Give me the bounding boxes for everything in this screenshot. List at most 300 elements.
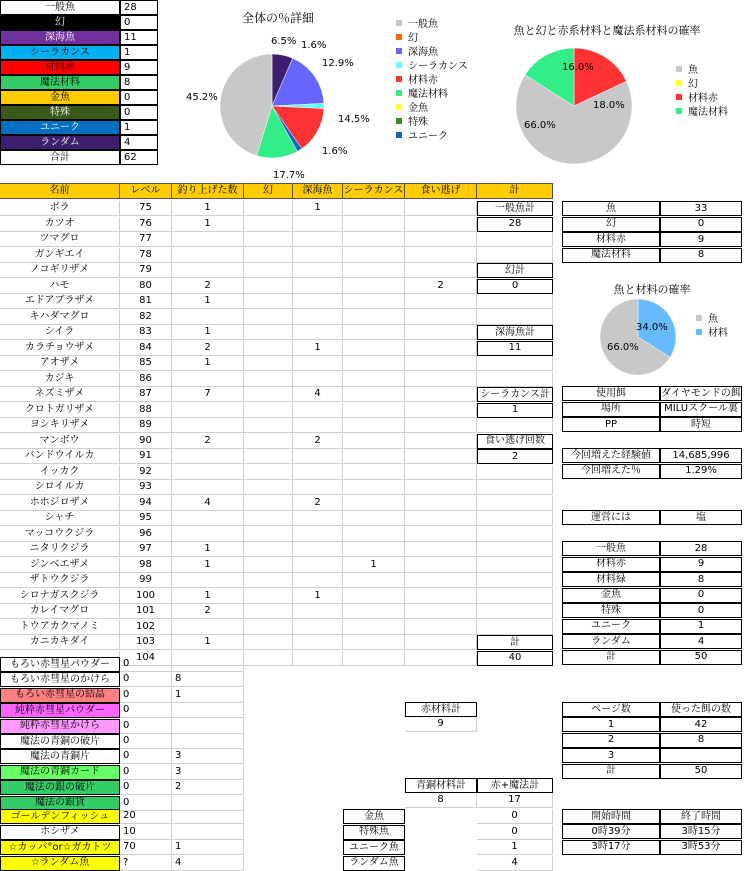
main-cell[interactable]: 1 (172, 635, 244, 650)
main-cell[interactable] (343, 294, 405, 309)
main-cell[interactable]: ネズミザメ (0, 387, 120, 402)
main-cell[interactable]: 2 (293, 496, 343, 511)
main-cell[interactable]: 97 (120, 542, 172, 557)
main-cell[interactable] (172, 232, 244, 247)
main-cell[interactable] (477, 527, 553, 542)
main-cell[interactable] (172, 418, 244, 433)
main-cell[interactable]: 食い逃げ回数 (477, 434, 553, 449)
main-cell[interactable] (244, 449, 293, 464)
main-cell[interactable]: 0 (477, 279, 553, 294)
session-info-label[interactable]: PP (562, 417, 660, 432)
pages-value[interactable]: 8 (660, 733, 742, 748)
category-total-label[interactable]: ユニーク (562, 619, 660, 634)
special-fish-count[interactable] (172, 825, 244, 840)
summary-label[interactable]: 魔法材料 (0, 75, 120, 90)
main-cell[interactable] (293, 558, 343, 573)
main-cell[interactable] (293, 465, 343, 480)
category-total-value[interactable]: 9 (660, 557, 742, 572)
management-value[interactable]: 塩 (660, 510, 742, 525)
management-label[interactable]: 運営には (562, 510, 660, 525)
main-cell[interactable] (244, 620, 293, 635)
red-material-total-value[interactable]: 9 (405, 717, 477, 732)
main-cell[interactable] (293, 279, 343, 294)
main-cell[interactable] (293, 356, 343, 371)
session-info-value[interactable]: 時短 (660, 417, 742, 432)
main-cell[interactable] (477, 542, 553, 557)
main-cell[interactable]: 計 (477, 635, 553, 650)
summary-label[interactable]: ランダム (0, 135, 120, 150)
main-cell[interactable]: ホホジロザメ (0, 496, 120, 511)
session-info-label[interactable]: 使用餌 (562, 386, 660, 401)
end-time-header[interactable]: 終了時間 (660, 809, 742, 824)
main-cell[interactable] (293, 325, 343, 340)
exp-gain-value[interactable]: 14,685,996 (660, 448, 742, 463)
main-cell[interactable] (477, 620, 553, 635)
summary-label[interactable]: 深海魚 (0, 30, 120, 45)
category-total-value[interactable]: 8 (660, 572, 742, 587)
category-total-label[interactable]: ランダム (562, 634, 660, 649)
material-count-a[interactable]: 0 (120, 765, 172, 780)
main-cell[interactable]: 深海魚計 (477, 325, 553, 340)
main-cell[interactable] (172, 573, 244, 588)
main-cell[interactable] (405, 418, 477, 433)
main-header-cell[interactable]: 計 (477, 183, 553, 199)
main-cell[interactable] (405, 263, 477, 278)
main-cell[interactable]: 1 (293, 341, 343, 356)
main-cell[interactable] (244, 403, 293, 418)
main-cell[interactable] (172, 620, 244, 635)
main-cell[interactable]: シャチ (0, 511, 120, 526)
exp-gain-value[interactable]: 1.29% (660, 464, 742, 479)
main-cell[interactable] (477, 232, 553, 247)
main-cell[interactable] (244, 635, 293, 650)
main-cell[interactable] (293, 604, 343, 619)
main-cell[interactable]: 1 (172, 356, 244, 371)
main-cell[interactable]: 幻計 (477, 263, 553, 278)
main-cell[interactable] (244, 341, 293, 356)
pages-label[interactable]: 3 (562, 748, 660, 763)
summary-value[interactable]: 28 (120, 0, 158, 15)
main-cell[interactable] (293, 511, 343, 526)
special-fish-level[interactable]: 10 (120, 825, 172, 840)
main-cell[interactable] (405, 387, 477, 402)
material-count-b[interactable]: 8 (172, 672, 244, 687)
material-name[interactable]: 魔法の青銅片 (0, 749, 120, 764)
summary-label[interactable]: シーラカンス (0, 45, 120, 60)
special-fish-name[interactable]: ☆ランダム魚 (0, 856, 120, 871)
main-cell[interactable] (343, 635, 405, 650)
main-cell[interactable]: 一般魚計 (477, 201, 553, 216)
main-cell[interactable] (477, 573, 553, 588)
main-cell[interactable]: 75 (120, 201, 172, 216)
main-cell[interactable]: 2 (293, 434, 343, 449)
main-cell[interactable] (172, 480, 244, 495)
main-cell[interactable]: ニタリクジラ (0, 542, 120, 557)
summary-label[interactable]: 一般魚 (0, 0, 120, 15)
summary-value[interactable]: 0 (120, 15, 158, 30)
main-cell[interactable]: ジンベエザメ (0, 558, 120, 573)
main-cell[interactable] (343, 387, 405, 402)
main-cell[interactable]: クロトガリザメ (0, 403, 120, 418)
main-cell[interactable] (405, 372, 477, 387)
main-cell[interactable]: 2 (405, 279, 477, 294)
session-info-value[interactable]: ダイヤモンドの餌 (660, 386, 742, 401)
main-cell[interactable]: 1 (293, 201, 343, 216)
main-cell[interactable]: シロイルカ (0, 480, 120, 495)
main-cell[interactable] (405, 201, 477, 216)
main-cell[interactable] (405, 248, 477, 263)
main-cell[interactable] (244, 527, 293, 542)
main-cell[interactable]: 4 (293, 387, 343, 402)
main-cell[interactable] (343, 310, 405, 325)
main-header-cell[interactable]: シーラカンス (343, 183, 405, 199)
main-cell[interactable] (172, 403, 244, 418)
main-cell[interactable] (244, 387, 293, 402)
special-fish-name[interactable]: ホシザメ (0, 825, 120, 840)
main-cell[interactable] (343, 341, 405, 356)
summary-value[interactable]: 4 (120, 135, 158, 150)
special-fish-value[interactable]: 0 (477, 825, 553, 840)
main-cell[interactable] (293, 635, 343, 650)
main-cell[interactable]: ハモ (0, 279, 120, 294)
main-cell[interactable]: ツマグロ (0, 232, 120, 247)
exp-gain-label[interactable]: 今回増えた経験値 (562, 448, 660, 463)
main-cell[interactable] (343, 651, 405, 666)
main-cell[interactable]: エドアブラザメ (0, 294, 120, 309)
main-cell[interactable] (244, 651, 293, 666)
main-cell[interactable] (343, 418, 405, 433)
main-cell[interactable] (244, 558, 293, 573)
material-name[interactable]: もろい赤彗星のかけら (0, 672, 120, 687)
main-cell[interactable]: 2 (172, 279, 244, 294)
main-cell[interactable]: カツオ (0, 217, 120, 232)
summary-value[interactable]: 1 (120, 45, 158, 60)
main-cell[interactable]: 79 (120, 263, 172, 278)
material-name[interactable]: 魔法の銀の破片 (0, 780, 120, 795)
main-cell[interactable]: バンドウイルカ (0, 449, 120, 464)
main-cell[interactable]: 1 (293, 589, 343, 604)
main-cell[interactable] (477, 248, 553, 263)
main-cell[interactable] (343, 325, 405, 340)
main-cell[interactable] (293, 232, 343, 247)
main-cell[interactable] (172, 310, 244, 325)
summary-total-value[interactable]: 62 (120, 150, 158, 165)
main-cell[interactable]: 78 (120, 248, 172, 263)
main-cell[interactable] (343, 279, 405, 294)
main-cell[interactable] (244, 294, 293, 309)
material-count-b[interactable]: 1 (172, 688, 244, 703)
main-cell[interactable]: 4 (172, 496, 244, 511)
main-cell[interactable] (405, 403, 477, 418)
main-cell[interactable]: 102 (120, 620, 172, 635)
material-name[interactable]: もろい赤彗星の結晶 (0, 688, 120, 703)
main-cell[interactable]: 1 (172, 217, 244, 232)
main-cell[interactable] (343, 263, 405, 278)
category-total-value[interactable]: 0 (660, 588, 742, 603)
main-cell[interactable] (405, 232, 477, 247)
main-cell[interactable]: 82 (120, 310, 172, 325)
main-cell[interactable] (405, 542, 477, 557)
material-name[interactable]: 魔法の銀貨 (0, 796, 120, 811)
red-magic-total-value[interactable]: 17 (477, 793, 553, 808)
special-fish-name[interactable]: ゴールデンフィッシュ (0, 809, 120, 824)
main-cell[interactable]: 92 (120, 465, 172, 480)
main-cell[interactable] (405, 573, 477, 588)
main-cell[interactable] (343, 434, 405, 449)
main-cell[interactable]: ノコギリザメ (0, 263, 120, 278)
bronze-material-total-label[interactable]: 青銅材料計 (405, 778, 477, 793)
main-cell[interactable]: マッコウクジラ (0, 527, 120, 542)
stats-fish-label[interactable]: 幻 (562, 217, 660, 232)
category-total-label[interactable]: 材料緑 (562, 572, 660, 587)
main-cell[interactable]: アオザメ (0, 356, 120, 371)
main-cell[interactable] (293, 573, 343, 588)
main-cell[interactable]: トウアカクマノミ (0, 620, 120, 635)
pages-value[interactable]: 50 (660, 764, 742, 779)
stats-fish-value[interactable]: 8 (660, 248, 742, 263)
time-value[interactable]: 3時15分 (660, 824, 742, 839)
material-name[interactable]: もろい赤彗星パウダー (0, 657, 120, 672)
summary-value[interactable]: 9 (120, 60, 158, 75)
main-cell[interactable] (244, 465, 293, 480)
category-total-value[interactable]: 0 (660, 603, 742, 618)
main-cell[interactable] (405, 604, 477, 619)
main-cell[interactable] (293, 372, 343, 387)
material-name[interactable]: 魔法の青銅カード (0, 765, 120, 780)
main-cell[interactable] (293, 217, 343, 232)
main-cell[interactable] (172, 372, 244, 387)
stats-fish-label[interactable]: 魚 (562, 201, 660, 216)
main-cell[interactable] (244, 589, 293, 604)
main-cell[interactable] (477, 511, 553, 526)
special-fish-level[interactable]: ? (120, 856, 172, 871)
category-total-value[interactable]: 4 (660, 634, 742, 649)
main-cell[interactable]: ヨシキリザメ (0, 418, 120, 433)
stats-fish-value[interactable]: 33 (660, 201, 742, 216)
main-cell[interactable]: 86 (120, 372, 172, 387)
main-cell[interactable]: 83 (120, 325, 172, 340)
main-cell[interactable] (405, 310, 477, 325)
stats-fish-value[interactable]: 0 (660, 217, 742, 232)
main-cell[interactable] (293, 651, 343, 666)
main-cell[interactable]: 95 (120, 511, 172, 526)
material-count-b[interactable] (172, 734, 244, 749)
special-fish-name[interactable]: ☆カッパ°or☆ガカトツ (0, 840, 120, 855)
pages-value[interactable] (660, 748, 742, 763)
main-cell[interactable] (293, 403, 343, 418)
material-count-b[interactable]: 3 (172, 765, 244, 780)
summary-value[interactable]: 0 (120, 105, 158, 120)
material-count-b[interactable]: 3 (172, 749, 244, 764)
main-cell[interactable]: 89 (120, 418, 172, 433)
main-cell[interactable] (405, 325, 477, 340)
main-cell[interactable] (244, 310, 293, 325)
main-header-cell[interactable]: 釣り上げた数 (172, 183, 244, 199)
special-fish-count[interactable]: 4 (172, 856, 244, 871)
main-cell[interactable]: 76 (120, 217, 172, 232)
main-cell[interactable] (244, 279, 293, 294)
main-cell[interactable] (405, 294, 477, 309)
main-cell[interactable] (405, 356, 477, 371)
red-material-total-label[interactable]: 赤材料計 (405, 702, 477, 717)
main-cell[interactable]: 101 (120, 604, 172, 619)
special-fish-label[interactable]: 金魚 (343, 809, 405, 824)
category-total-label[interactable]: 材料赤 (562, 557, 660, 572)
material-count-b[interactable] (172, 657, 244, 672)
main-cell[interactable]: 98 (120, 558, 172, 573)
main-cell[interactable] (244, 263, 293, 278)
main-cell[interactable]: 1 (172, 589, 244, 604)
main-cell[interactable] (343, 232, 405, 247)
category-total-label[interactable]: 一般魚 (562, 541, 660, 556)
main-cell[interactable] (293, 248, 343, 263)
main-cell[interactable]: 7 (172, 387, 244, 402)
summary-label[interactable]: ユニーク (0, 120, 120, 135)
material-name[interactable]: 純粋赤彗星パウダー (0, 703, 120, 718)
main-cell[interactable]: カジキ (0, 372, 120, 387)
main-cell[interactable]: 1 (172, 558, 244, 573)
main-cell[interactable] (293, 418, 343, 433)
main-cell[interactable] (343, 589, 405, 604)
special-fish-label[interactable]: 特殊魚 (343, 825, 405, 840)
main-cell[interactable]: カニカキダイ (0, 635, 120, 650)
main-cell[interactable]: イッカク (0, 465, 120, 480)
main-cell[interactable]: 85 (120, 356, 172, 371)
main-cell[interactable]: 91 (120, 449, 172, 464)
main-cell[interactable]: 2 (477, 449, 553, 464)
summary-label[interactable]: 特殊 (0, 105, 120, 120)
main-cell[interactable] (343, 217, 405, 232)
main-cell[interactable] (293, 480, 343, 495)
material-count-a[interactable]: 0 (120, 703, 172, 718)
material-count-b[interactable] (172, 719, 244, 734)
main-cell[interactable] (405, 465, 477, 480)
main-cell[interactable]: ザトウクジラ (0, 573, 120, 588)
material-count-b[interactable]: 2 (172, 780, 244, 795)
main-cell[interactable] (244, 217, 293, 232)
material-count-a[interactable]: 0 (120, 796, 172, 811)
main-cell[interactable] (343, 372, 405, 387)
main-cell[interactable] (244, 573, 293, 588)
pages-value[interactable]: 42 (660, 717, 742, 732)
material-count-a[interactable]: 0 (120, 780, 172, 795)
main-cell[interactable] (477, 372, 553, 387)
main-cell[interactable] (343, 201, 405, 216)
main-cell[interactable] (172, 465, 244, 480)
main-cell[interactable] (477, 294, 553, 309)
pages-label[interactable]: 1 (562, 717, 660, 732)
summary-total-label[interactable]: 合計 (0, 150, 120, 165)
main-cell[interactable] (244, 604, 293, 619)
main-cell[interactable] (343, 449, 405, 464)
main-cell[interactable] (244, 201, 293, 216)
main-cell[interactable] (477, 496, 553, 511)
main-header-cell[interactable]: 深海魚 (293, 183, 343, 199)
time-value[interactable]: 3時53分 (660, 840, 742, 855)
main-cell[interactable]: 1 (172, 542, 244, 557)
main-cell[interactable] (293, 542, 343, 557)
main-cell[interactable] (244, 496, 293, 511)
exp-gain-label[interactable]: 今回増えた％ (562, 464, 660, 479)
main-cell[interactable]: 99 (120, 573, 172, 588)
main-cell[interactable]: 96 (120, 527, 172, 542)
main-cell[interactable] (172, 248, 244, 263)
main-cell[interactable] (405, 558, 477, 573)
main-cell[interactable] (343, 527, 405, 542)
special-fish-value[interactable]: 0 (477, 809, 553, 824)
main-cell[interactable] (343, 465, 405, 480)
main-cell[interactable]: 94 (120, 496, 172, 511)
main-cell[interactable] (405, 449, 477, 464)
main-cell[interactable] (343, 620, 405, 635)
main-cell[interactable] (405, 496, 477, 511)
material-count-a[interactable]: 0 (120, 749, 172, 764)
material-name[interactable]: 魔法の青銅の破片 (0, 734, 120, 749)
main-cell[interactable] (343, 248, 405, 263)
stats-fish-value[interactable]: 9 (660, 232, 742, 247)
summary-value[interactable]: 11 (120, 30, 158, 45)
main-cell[interactable] (343, 496, 405, 511)
main-cell[interactable]: 1 (172, 294, 244, 309)
main-cell[interactable] (343, 356, 405, 371)
category-total-value[interactable]: 1 (660, 619, 742, 634)
main-cell[interactable] (293, 263, 343, 278)
material-count-b[interactable] (172, 703, 244, 718)
red-magic-total-label[interactable]: 赤+魔法計 (477, 778, 553, 793)
main-cell[interactable]: 93 (120, 480, 172, 495)
main-cell[interactable] (293, 294, 343, 309)
category-total-label[interactable]: 計 (562, 650, 660, 665)
main-cell[interactable]: 2 (172, 434, 244, 449)
special-fish-count[interactable]: 1 (172, 840, 244, 855)
special-fish-label[interactable]: ユニーク魚 (343, 840, 405, 855)
main-cell[interactable] (343, 573, 405, 588)
main-cell[interactable]: 77 (120, 232, 172, 247)
main-cell[interactable]: 40 (477, 651, 553, 666)
special-fish-label[interactable]: ランダム魚 (343, 856, 405, 871)
main-cell[interactable] (244, 232, 293, 247)
special-fish-count[interactable] (172, 809, 244, 824)
main-cell[interactable] (244, 372, 293, 387)
main-cell[interactable]: 88 (120, 403, 172, 418)
main-header-cell[interactable]: 食い逃げ (405, 183, 477, 199)
material-name[interactable]: 純粋赤彗星かけら (0, 719, 120, 734)
main-cell[interactable] (477, 480, 553, 495)
main-cell[interactable]: ボラ (0, 201, 120, 216)
main-cell[interactable] (244, 248, 293, 263)
main-cell[interactable]: ガンギエイ (0, 248, 120, 263)
main-cell[interactable]: シーラカンス計 (477, 387, 553, 402)
main-cell[interactable]: 1 (477, 403, 553, 418)
main-cell[interactable]: マンボウ (0, 434, 120, 449)
main-cell[interactable] (244, 356, 293, 371)
main-cell[interactable] (405, 589, 477, 604)
category-total-label[interactable]: 特殊 (562, 603, 660, 618)
main-cell[interactable] (405, 434, 477, 449)
main-cell[interactable]: 11 (477, 341, 553, 356)
main-cell[interactable] (343, 604, 405, 619)
main-cell[interactable] (477, 310, 553, 325)
category-total-label[interactable]: 金魚 (562, 588, 660, 603)
main-cell[interactable] (244, 542, 293, 557)
main-cell[interactable] (172, 449, 244, 464)
main-cell[interactable] (405, 480, 477, 495)
start-time-header[interactable]: 開始時間 (562, 809, 660, 824)
category-total-value[interactable]: 28 (660, 541, 742, 556)
stats-fish-label[interactable]: 魔法材料 (562, 248, 660, 263)
summary-value[interactable]: 1 (120, 120, 158, 135)
main-cell[interactable] (405, 511, 477, 526)
